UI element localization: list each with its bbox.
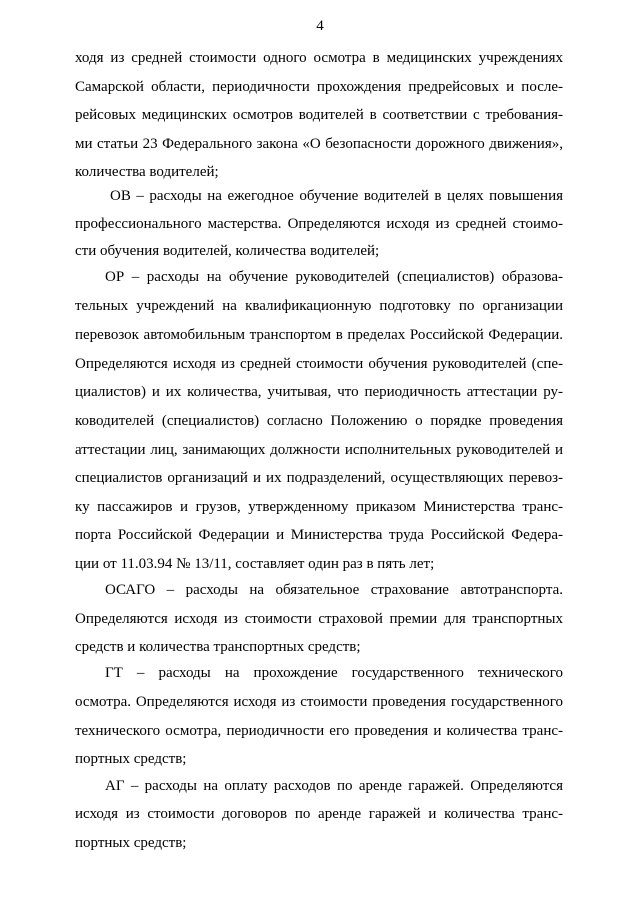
text-line: аттестации лиц, занимающих должности исполнительных руководителей и [75,442,563,458]
text-line: ку пассажиров и грузов, утвержденному приказом Министерства транс- [75,499,563,515]
text-line: ководителей (специалистов) согласно Положению о порядке проведения [75,413,563,429]
text-line: специалистов организаций и их подразделений, осуществляющих перевоз- [75,470,563,486]
text-line: АГ – расходы на оплату расходов по аренде гаражей. Определяются [105,778,563,794]
text-line: средств и количества транспортных средств; [75,639,361,655]
text-line: порта Российской Федерации и Министерства труда Российской Федера- [75,527,563,543]
text-line: перевозок автомобильным транспортом в пределах Российской Федерации. [75,327,563,343]
text-line: ОВ – расходы на ежегодное обучение водителей в целях повышения [110,188,563,204]
text-line: ОСАГО – расходы на обязательное страхование автотранспорта. [105,582,563,598]
text-line: рейсовых медицинских осмотров водителей в соответствии с требования- [75,107,563,123]
text-line: ходя из средней стоимости одного осмотра в медицинских учреждениях [75,50,563,66]
text-line: ми статьи 23 Федерального закона «О безопасности дорожного движения», [75,136,563,152]
text-line: ОР – расходы на обучение руководителей (специалистов) образова- [105,269,563,285]
text-line: тельных учреждений на квалификационную подготовку по организации [75,298,563,314]
text-line: технического осмотра, периодичности его проведения и количества транс- [75,723,563,739]
text-line: сти обучения водителей, количества водителей; [75,243,380,259]
text-line: Определяются исходя из средней стоимости обучения руководителей (спе- [75,356,563,372]
text-line: осмотра. Определяются исходя из стоимости проведения государственного [75,694,563,710]
text-line: ГТ – расходы на прохождение государственного технического [105,665,563,681]
text-line: исходя из стоимости договоров по аренде гаражей и количества транс- [75,806,563,822]
text-line: портных средств; [75,751,187,767]
text-line: количества водителей; [75,164,219,180]
text-line: Самарской области, периодичности прохождения предрейсовых и после- [75,79,563,95]
text-line: Определяются исходя из стоимости страховой премии для транспортных [75,611,563,627]
text-line: профессионального мастерства. Определяются исходя из средней стоимо- [75,216,563,232]
text-line: циалистов) и их количества, учитывая, что периодичность аттестации ру- [75,384,563,400]
page-number: 4 [316,18,324,34]
text-line: портных средств; [75,835,187,851]
text-line: ции от 11.03.94 № 13/11, составляет один раз в пять лет; [75,556,435,572]
